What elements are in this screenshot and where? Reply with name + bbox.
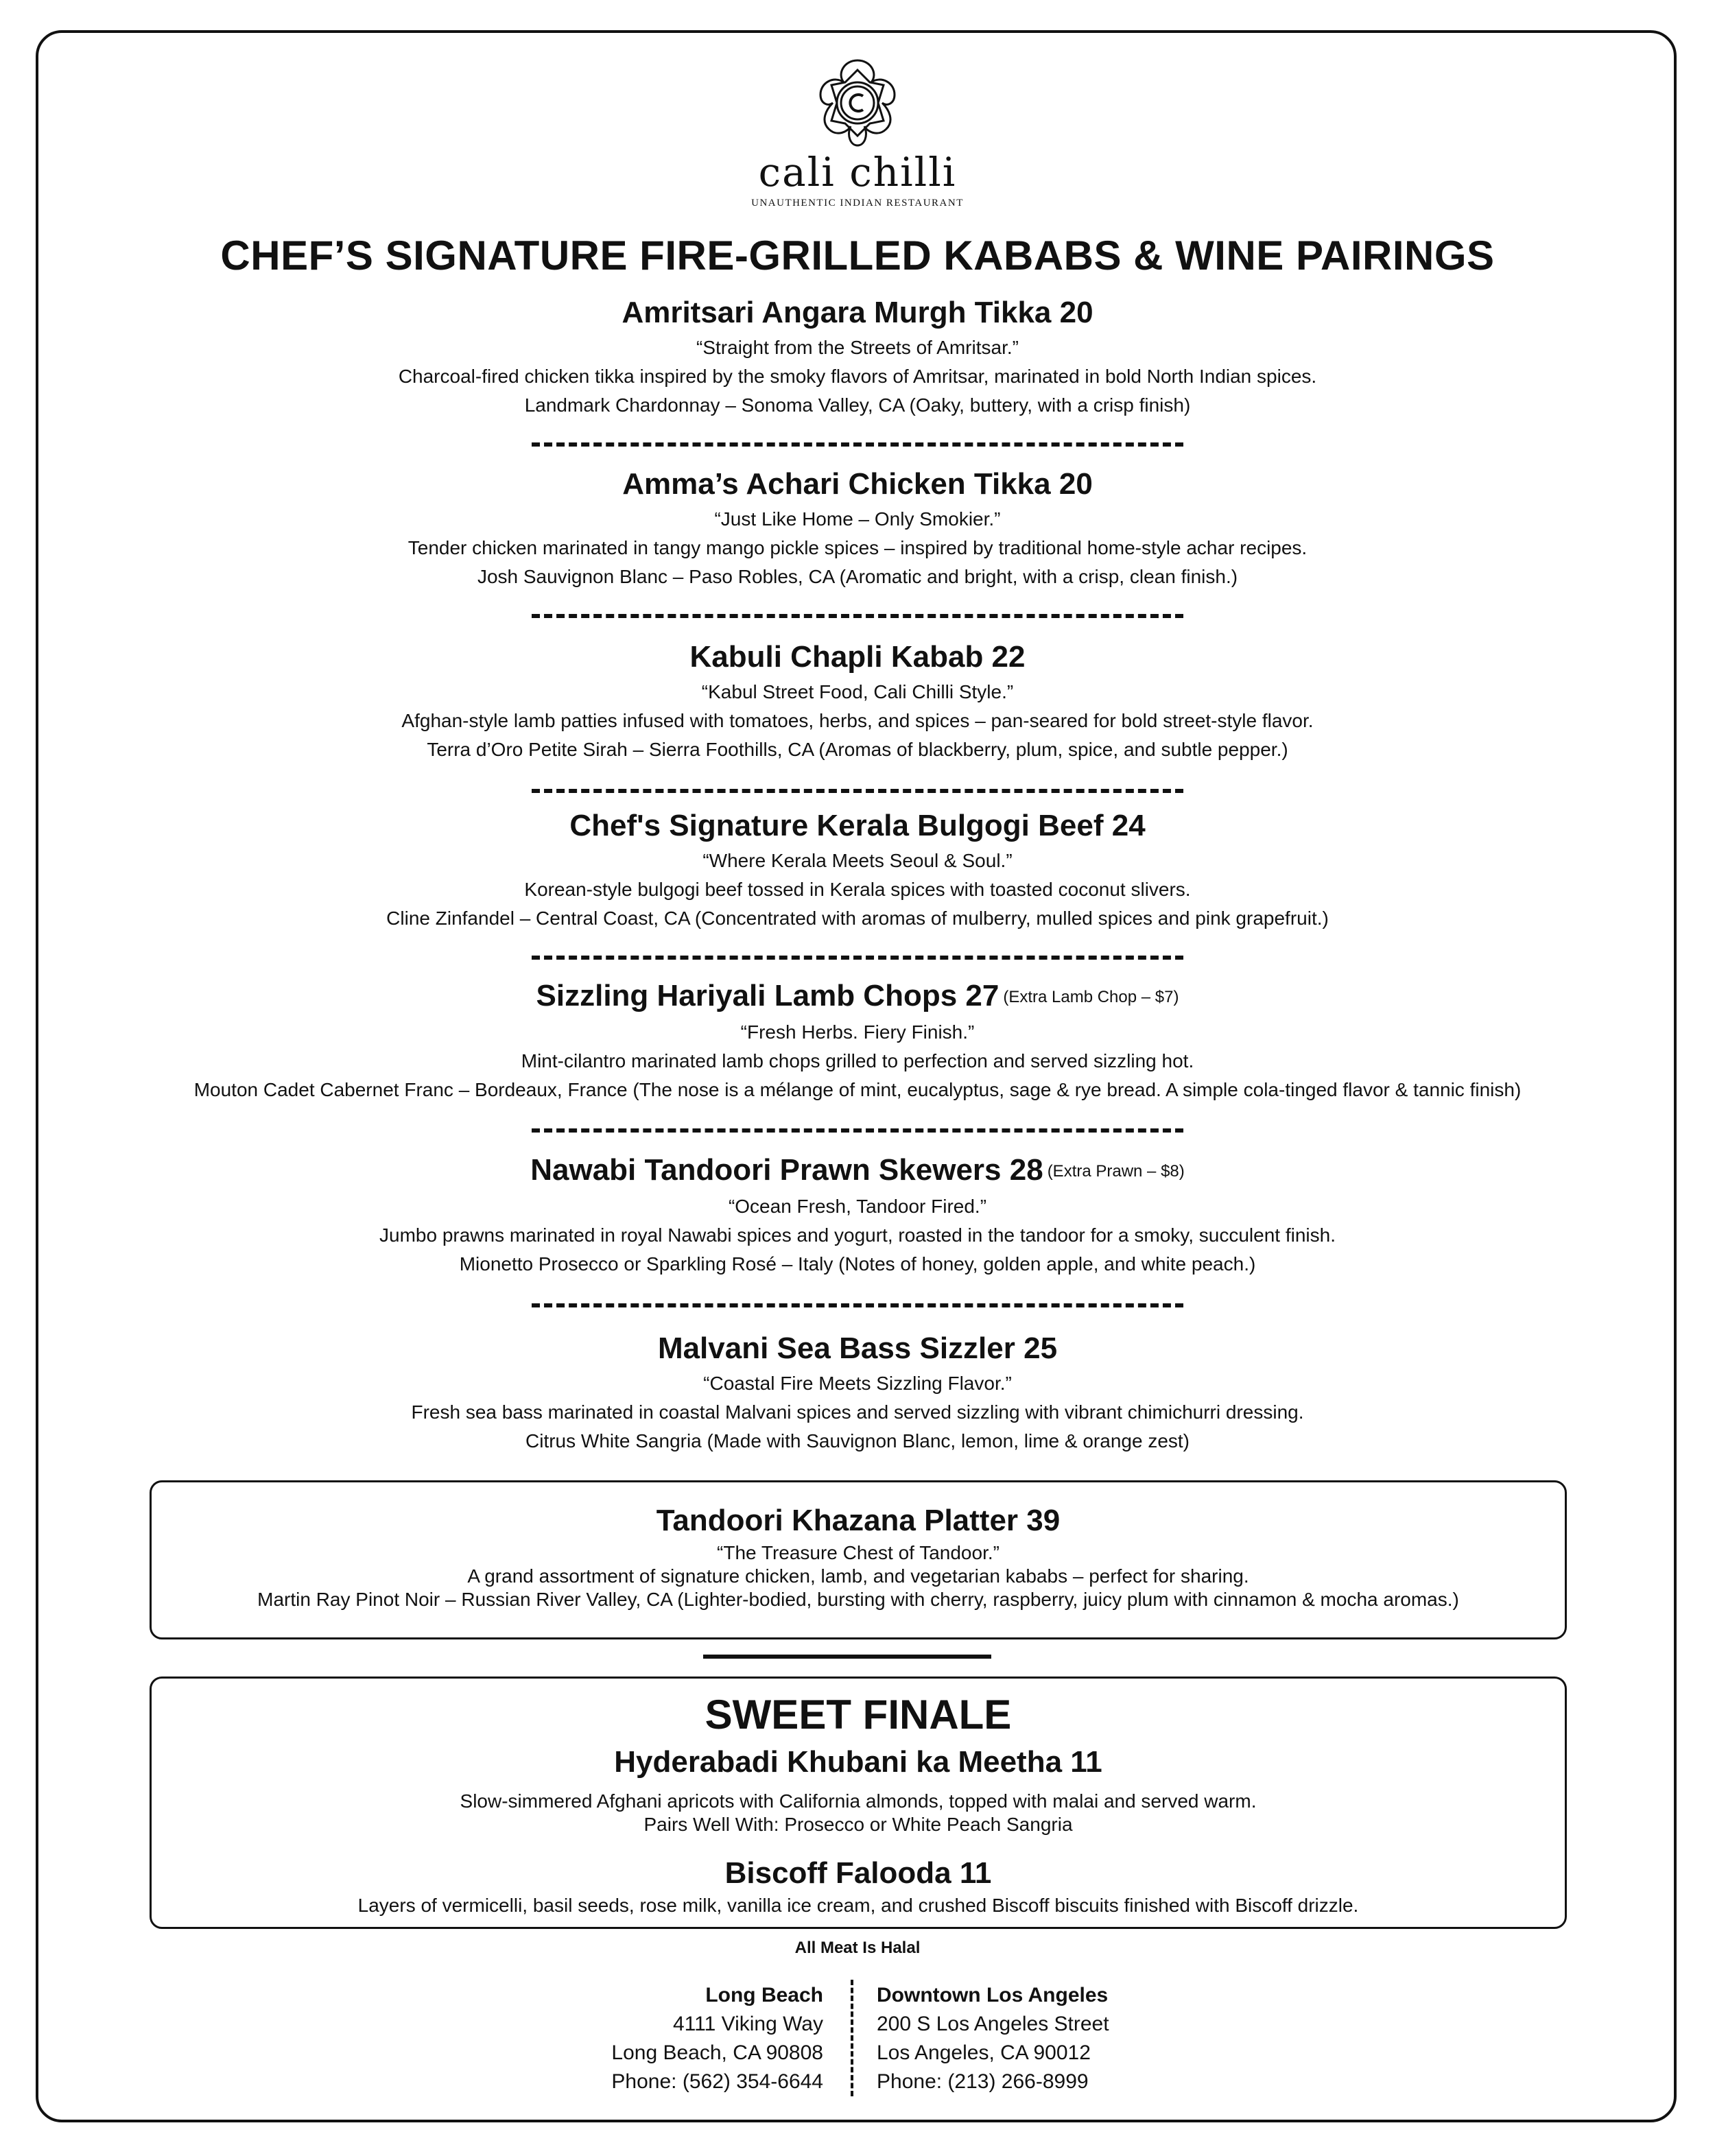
- menu-item: [0, 1150, 1715, 1279]
- dish-description: Fresh sea bass marinated in coastal Malvani spices and served sizzling with vibrant chimichurri dressing.: [411, 1401, 1304, 1423]
- dish-name: Kabuli Chapli Kabab 22: [689, 640, 1026, 674]
- wine-pairing: Landmark Chardonnay – Sonoma Valley, CA (Oaky, buttery, with a crisp finish): [524, 394, 1191, 416]
- dashed-divider: [532, 1128, 1183, 1133]
- dish-name-row: [0, 975, 1715, 1018]
- menu-title: CHEF’S SIGNATURE FIRE-GRILLED KABABS & WINE PAIRINGS: [220, 233, 1495, 279]
- dish-description: Tender chicken marinated in tangy mango pickle spices – inspired by traditional home-style achar recipes.: [407, 537, 1308, 558]
- menu-item: [0, 464, 1715, 591]
- dish-description: Jumbo prawns marinated in royal Nawabi spices and yogurt, roasted in the tandoor for a smoky, succulent finish.: [379, 1224, 1336, 1246]
- dish-description: Korean-style bulgogi beef tossed in Kerala spices with toasted coconut slivers.: [524, 879, 1191, 900]
- location-city: Los Angeles, CA 90012: [877, 2041, 1091, 2064]
- dish-tagline: “Ocean Fresh, Tandoor Fired.”: [728, 1196, 987, 1218]
- dish-description: A grand assortment of signature chicken, lamb, and vegetarian kababs – perfect for sharing.: [467, 1565, 1249, 1587]
- menu-item: [0, 975, 1715, 1104]
- mandala-c-logo-icon: [809, 55, 906, 151]
- location-phone: Phone: (562) 354-6644: [611, 2070, 823, 2093]
- logo: [0, 55, 1715, 209]
- dessert-box: [150, 1677, 1567, 1929]
- dish-extra-price: (Extra Lamb Chop – $7): [1003, 988, 1179, 1007]
- wine-pairing: Mouton Cadet Cabernet Franc – Bordeaux, France (The nose is a mélange of mint, eucalyptus, sage & rye bread. A simple cola-tinged flavor & tannic finish): [193, 1079, 1522, 1101]
- dish-description: Afghan-style lamb patties infused with tomatoes, herbs, and spices – pan-seared for bold street-style flavor.: [401, 710, 1314, 731]
- dish-description: Mint-cilantro marinated lamb chops grilled to perfection and served sizzling hot.: [521, 1050, 1194, 1072]
- section-divider: [703, 1655, 991, 1659]
- dish-tagline: “The Treasure Chest of Tandoor.”: [717, 1542, 1000, 1563]
- location-divider: [851, 1980, 853, 2096]
- wine-pairing: Cline Zinfandel – Central Coast, CA (Concentrated with aromas of mulberry, mulled spices and pink grapefruit.): [386, 908, 1329, 929]
- dish-extra-price: (Extra Prawn – $8): [1047, 1162, 1185, 1181]
- dashed-divider: [532, 956, 1183, 960]
- dashed-divider: [532, 614, 1183, 618]
- location-phone: Phone: (213) 266-8999: [877, 2070, 1089, 2093]
- dessert-title: SWEET FINALE: [705, 1692, 1012, 1738]
- dessert-name: Hyderabadi Khubani ka Meetha 11: [614, 1745, 1102, 1779]
- wine-pairing: Mionetto Prosecco or Sparkling Rosé – Italy (Notes of honey, golden apple, and white peach.): [459, 1253, 1256, 1275]
- location-street: 200 S Los Angeles Street: [877, 2013, 1109, 2035]
- location-name: Downtown Los Angeles: [877, 1984, 1109, 2006]
- dashed-divider: [532, 789, 1183, 793]
- location-name: Long Beach: [705, 1984, 823, 2006]
- platter-box: [150, 1480, 1567, 1639]
- menu-item: [0, 805, 1715, 933]
- dish-tagline: “Fresh Herbs. Fiery Finish.”: [740, 1021, 975, 1043]
- dish-tagline: “Straight from the Streets of Amritsar.”: [696, 337, 1019, 358]
- wine-pairing: Citrus White Sangria (Made with Sauvignon Blanc, lemon, lime & orange zest): [525, 1430, 1190, 1452]
- dish-name: Nawabi Tandoori Prawn Skewers 28: [530, 1153, 1043, 1187]
- menu-item: [0, 1328, 1715, 1456]
- menu-item: [0, 637, 1715, 764]
- dish-name: Chef's Signature Kerala Bulgogi Beef 24: [569, 809, 1146, 842]
- dashed-divider: [532, 1303, 1183, 1307]
- dish-description: Charcoal-fired chicken tikka inspired by the smoky flavors of Amritsar, marinated in bold North Indian spices.: [398, 366, 1317, 387]
- location-downtown-la: [877, 1981, 1109, 2096]
- dish-tagline: “Just Like Home – Only Smokier.”: [714, 508, 1001, 530]
- location-long-beach: [611, 1981, 823, 2096]
- wine-pairing: Martin Ray Pinot Noir – Russian River Valley, CA (Lighter-bodied, bursting with cherry, raspberry, juicy plum with cinnamon & mocha aromas.): [257, 1589, 1459, 1610]
- dish-name-row: [0, 1150, 1715, 1192]
- dish-tagline: “Coastal Fire Meets Sizzling Flavor.”: [703, 1373, 1012, 1394]
- dish-name: Amma’s Achari Chicken Tikka 20: [622, 467, 1093, 501]
- dessert-name: Biscoff Falooda 11: [724, 1856, 992, 1890]
- dish-tagline: “Kabul Street Food, Cali Chilli Style.”: [701, 681, 1014, 702]
- dessert-pairing: Pairs Well With: Prosecco or White Peach Sangria: [643, 1814, 1073, 1835]
- dish-name: Amritsari Angara Murgh Tikka 20: [622, 296, 1093, 329]
- brand-name: cali chilli: [758, 149, 957, 196]
- dish-name: Sizzling Hariyali Lamb Chops 27: [536, 979, 1000, 1012]
- dish-name: Malvani Sea Bass Sizzler 25: [657, 1331, 1058, 1365]
- wine-pairing: Josh Sauvignon Blanc – Paso Robles, CA (Aromatic and bright, with a crisp, clean finish.): [477, 566, 1238, 587]
- dessert-description: Slow-simmered Afghani apricots with California almonds, topped with malai and served warm.: [460, 1790, 1257, 1812]
- location-street: 4111 Viking Way: [672, 2013, 823, 2035]
- dish-tagline: “Where Kerala Meets Seoul & Soul.”: [702, 850, 1013, 871]
- menu-item: [0, 292, 1715, 420]
- wine-pairing: Terra d’Oro Petite Sirah – Sierra Foothills, CA (Aromas of blackberry, plum, spice, and subtle pepper.): [427, 739, 1288, 760]
- dish-name: Tandoori Khazana Platter 39: [656, 1504, 1061, 1537]
- dessert-description: Layers of vermicelli, basil seeds, rose milk, vanilla ice cream, and crushed Biscoff biscuits finished with Biscoff drizzle.: [357, 1895, 1359, 1916]
- halal-note: All Meat Is Halal: [794, 1939, 921, 1957]
- location-city: Long Beach, CA 90808: [611, 2041, 823, 2064]
- dashed-divider: [532, 442, 1183, 447]
- brand-tagline: UNAUTHENTIC INDIAN RESTAURANT: [751, 198, 964, 209]
